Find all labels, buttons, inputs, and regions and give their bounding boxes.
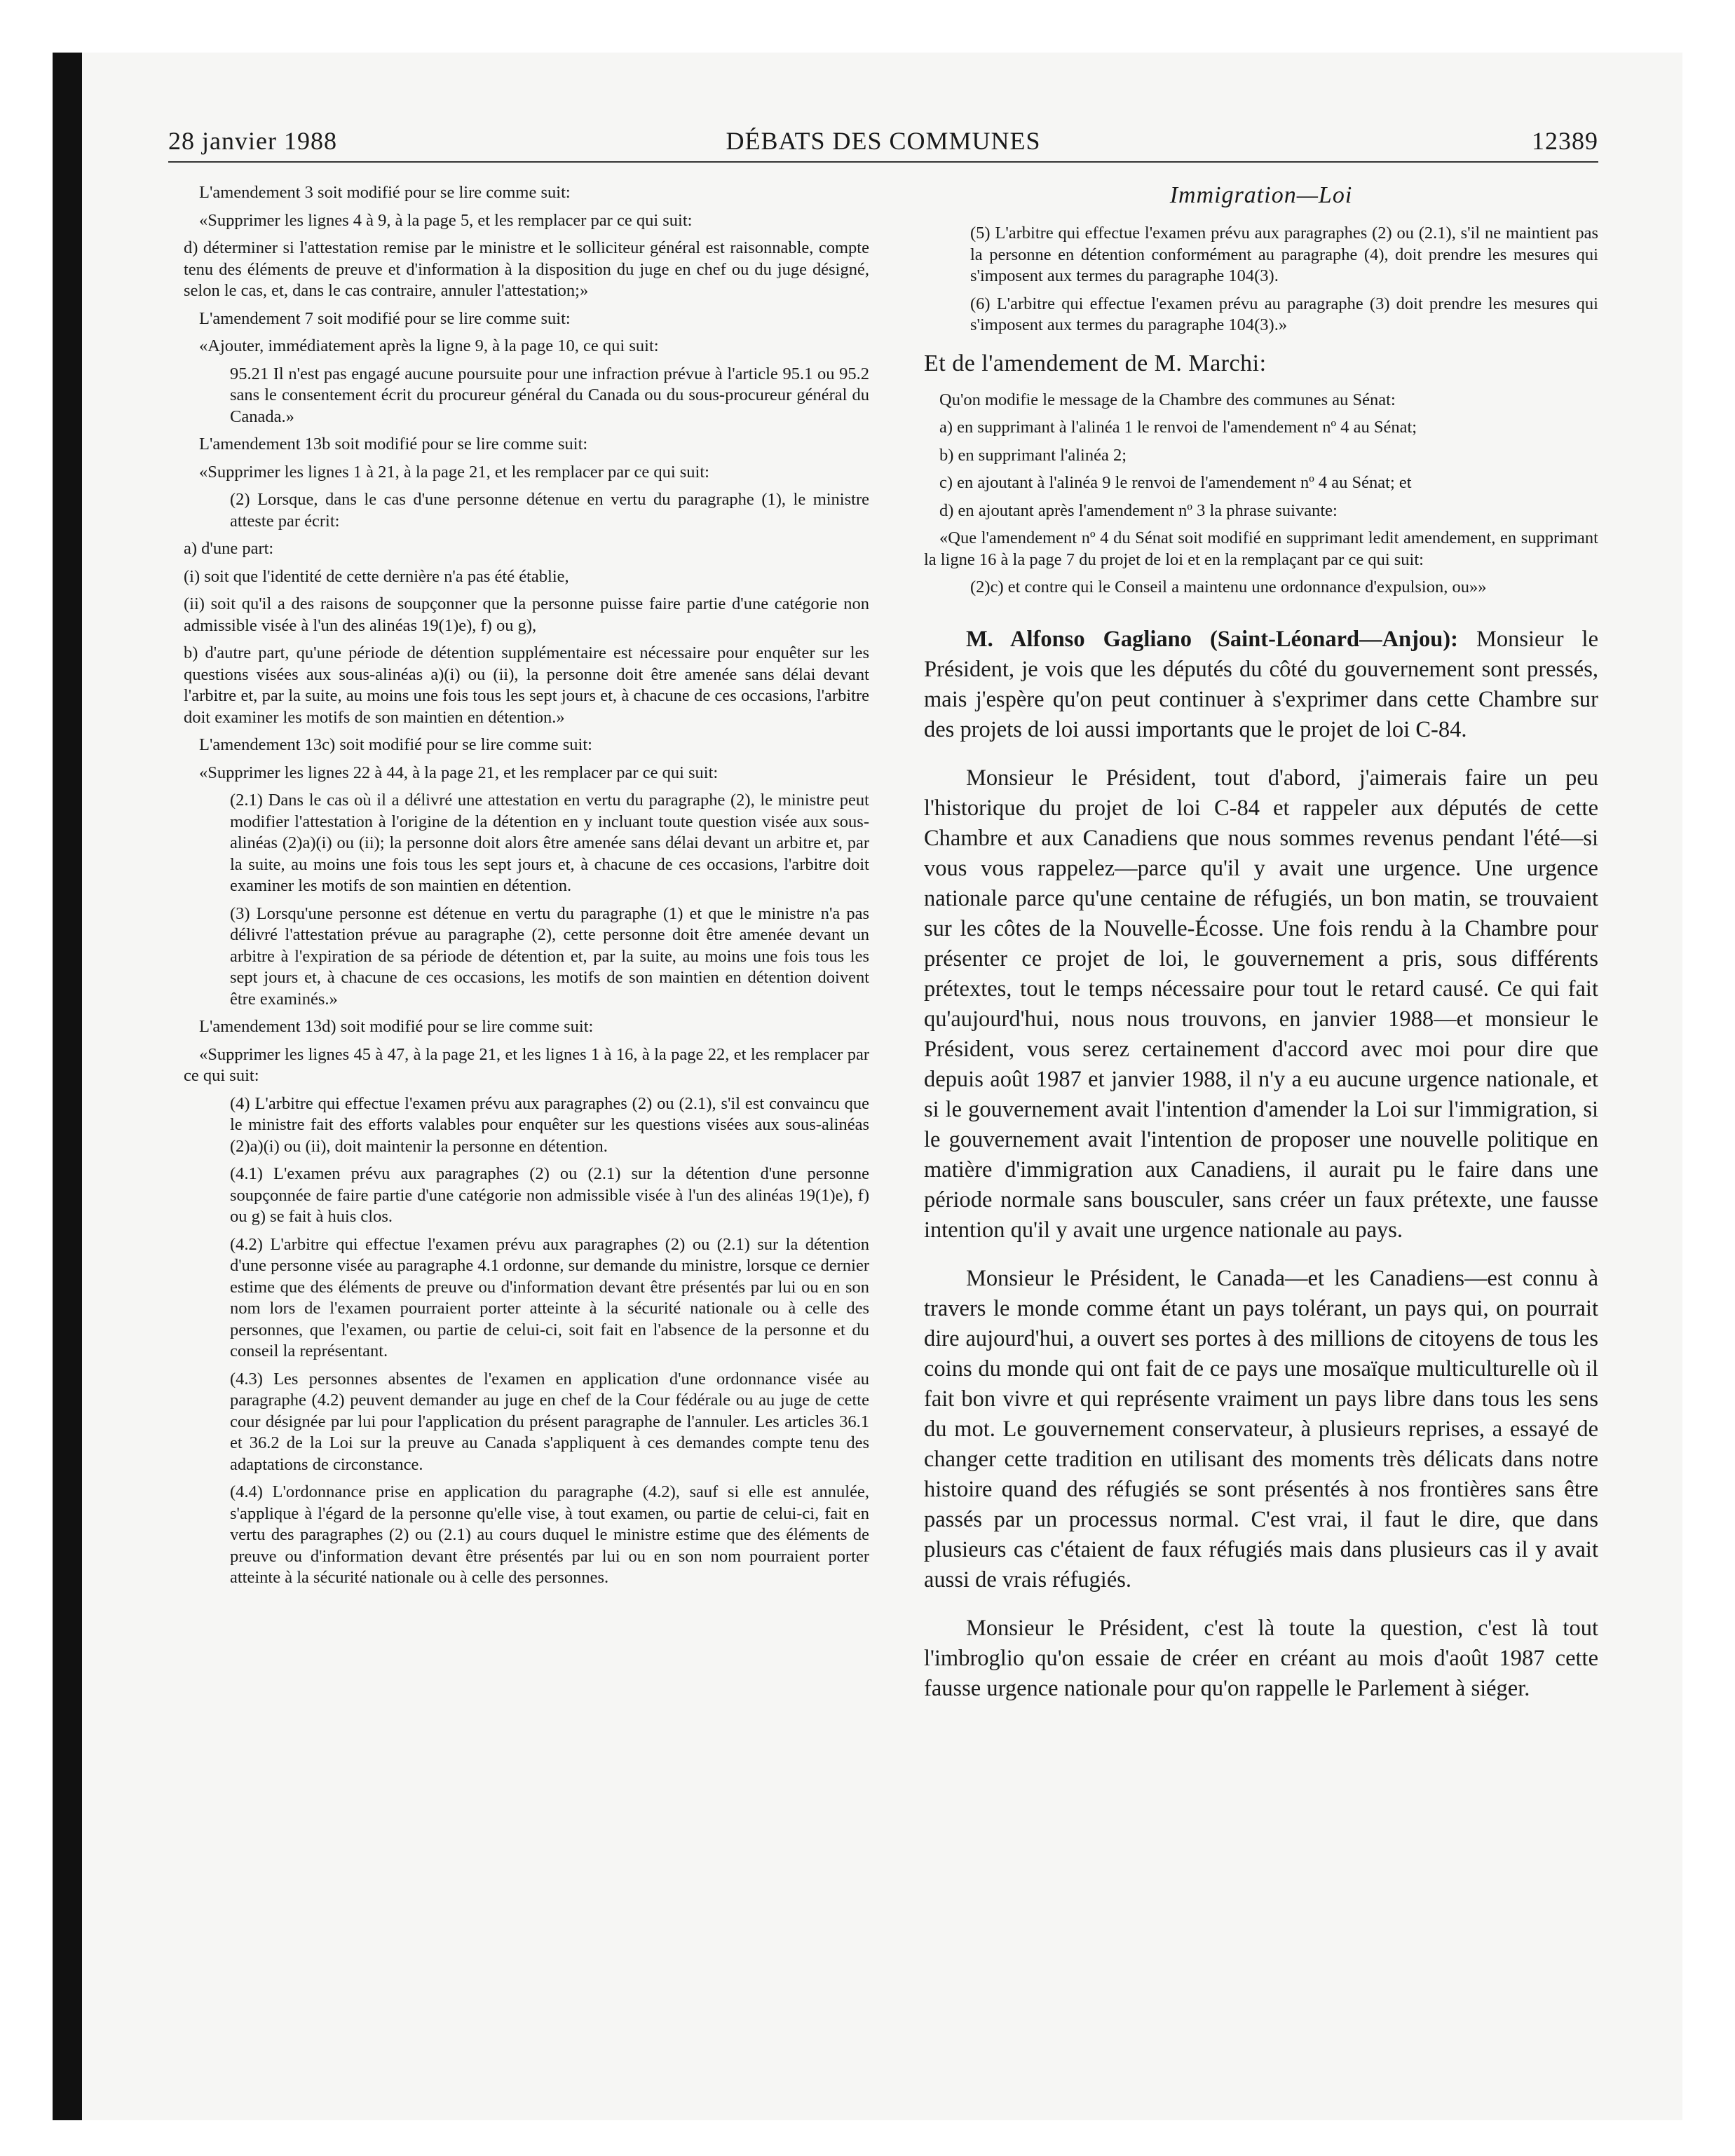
quoted-paragraph: (6) L'arbitre qui effectue l'examen prévu au paragraphe (3) doit prendre les mesures qui s'imposent aux termes du paragraphe 104(3).»	[970, 294, 1598, 334]
amendment-paragraph: L'amendement 3 soit modifié pour se lire comme suit:	[199, 183, 571, 202]
scan-margin	[0, 0, 53, 2156]
left-column	[184, 182, 869, 1595]
amendment-paragraph: (2.1) Dans le cas où il a délivré une attestation en vertu du paragraphe (2), le ministre peut modifier l'attestation à l'origine de la détention en y incluant toute question visée aux sous-alinéas (2)a)(i) ou (ii); la personne doit alors être amenée sans délai devant un arbitre et, par la suite, au moins une fois tous les sept jours et, à chacune de ces occasions, l'arbitre doit examiner les motifs de son maintien en détention.	[230, 791, 869, 895]
amendment-paragraph: «Supprimer les lignes 4 à 9, à la page 5, et les remplacer par ce qui suit:	[199, 210, 693, 230]
speech-paragraph: Monsieur le Président, c'est là toute la question, c'est là tout l'imbroglio qu'on essaie de créer en créant au mois d'août 1987 cette fausse urgence nationale pour qu'on rappelle le Parlement à siéger.	[924, 1615, 1598, 1701]
marchi-item: Qu'on modifie le message de la Chambre des communes au Sénat:	[939, 390, 1396, 409]
marchi-item: b) en supprimant l'alinéa 2;	[939, 445, 1127, 465]
header-title: DÉBATS DES COMMUNES	[726, 127, 1041, 155]
scan-edge-bar	[53, 53, 82, 2120]
amendment-paragraph: 95.21 Il n'est pas engagé aucune poursuite pour une infraction prévue à l'article 95.1 ou 95.2 sans le consentement écrit du procureur général du Canada ou du sous-procureur général du Canada.»	[230, 364, 869, 426]
right-column	[924, 182, 1598, 1710]
marchi-item: (2)c) et contre qui le Conseil a maintenu une ordonnance d'expulsion, ou»»	[970, 578, 1487, 596]
amendment-paragraph: (3) Lorsqu'une personne est détenue en vertu du paragraphe (1) et que le ministre n'a pas délivré l'attestation prévue au paragraphe (2), cette personne doit être amenée devant un arbitre à l'expiration de sa période de détention et, par la suite, au moins une fois tous les sept jours et, à chacune de ces occasions, les motifs de son maintien en détention doivent être examinés.»	[230, 903, 869, 1009]
amendment-paragraph: L'amendement 13c) soit modifié pour se lire comme suit:	[199, 735, 592, 754]
amendment-paragraph: «Supprimer les lignes 1 à 21, à la page 21, et les remplacer par ce qui suit:	[199, 462, 709, 482]
header-date: 28 janvier 1988	[168, 127, 337, 155]
amendment-paragraph: d) déterminer si l'attestation remise par le ministre et le solliciteur général est raisonnable, compte tenu des éléments de preuve et d'information à la disposition du juge en chef ou du juge désigné, selon le cas, et, dans le cas contraire, annuler l'attestation;»	[184, 238, 869, 300]
amendment-paragraph: (4) L'arbitre qui effectue l'examen prévu aux paragraphes (2) ou (2.1), s'il est convaincu que le ministre fait des efforts valables pour enquêter sur les questions visées aux sous-alinéas (2)a)(i) ou (ii), doit maintenir la personne en détention.	[230, 1093, 869, 1156]
amendment-paragraph: L'amendement 13b soit modifié pour se lire comme suit:	[199, 435, 588, 453]
amendment-paragraph: (i) soit que l'identité de cette dernière n'a pas été établie,	[184, 566, 569, 586]
speech-text: Monsieur le Président, je vois que les députés du côté du gouvernement sont pressés, mais j'espère qu'on peut continuer à s'exprimer dans cette Chambre sur des projets de loi aussi importants que le projet de loi C-84.	[924, 626, 1598, 742]
header-page-number: 12389	[1532, 127, 1598, 155]
amendment-paragraph: (4.4) L'ordonnance prise en application du paragraphe (4.2), sauf si elle est annulée, s'applique à l'égard de la personne qu'elle vise, à tout examen, ou partie de celui-ci, fait en vertu des paragraphes (2) ou (2.1) au cours duquel le ministre estime que des éléments de preuve ou d'information devant être présentés par lui ou en son nom pourraient porter atteinte à la sécurité nationale ou à celle des personnes.	[230, 1482, 869, 1587]
marchi-item: «Que l'amendement nº 4 du Sénat soit modifié en supprimant ledit amendement, en supprimant la ligne 16 à la page 7 du projet de loi et en la remplaçant par ce qui suit:	[924, 528, 1598, 569]
quoted-paragraph: (5) L'arbitre qui effectue l'examen prévu aux paragraphes (2) ou (2.1), s'il ne maintient pas la personne en détention conformément au paragraphe (4), doit prendre les mesures qui s'imposent aux termes du paragraphe 104(3).	[970, 224, 1598, 285]
marchi-heading: Et de l'amendement de M. Marchi:	[924, 350, 1267, 376]
amendment-paragraph: «Ajouter, immédiatement après la ligne 9, à la page 10, ce qui suit:	[199, 336, 659, 355]
spacer	[924, 605, 1598, 618]
marchi-item: a) en supprimant à l'alinéa 1 le renvoi de l'amendement nº 4 au Sénat;	[939, 418, 1417, 437]
header-rule	[168, 161, 1598, 163]
speaker-name: M. Alfonso Gagliano (Saint-Léonard—Anjou):	[966, 626, 1458, 652]
amendment-paragraph: «Supprimer les lignes 45 à 47, à la page 21, et les lignes 1 à 16, à la page 22, et les remplacer par ce qui suit:	[184, 1044, 869, 1085]
amendment-paragraph: (2) Lorsque, dans le cas d'une personne détenue en vertu du paragraphe (1), le ministre atteste par écrit:	[230, 490, 869, 531]
amendment-paragraph: «Supprimer les lignes 22 à 44, à la page 21, et les remplacer par ce qui suit:	[199, 763, 719, 782]
amendment-paragraph: (4.1) L'examen prévu aux paragraphes (2) ou (2.1) sur la détention d'une personne soupçonnée de faire partie d'une catégorie non admissible visée à l'un des alinéas 19(1)e), f) ou g) se fait à huis clos.	[230, 1164, 869, 1226]
amendment-paragraph: (ii) soit qu'il a des raisons de soupçonner que la personne puisse faire partie d'une catégorie non admissible visée à l'un des alinéas 19(1)e), f) ou g),	[184, 594, 869, 635]
speech-paragraph: Monsieur le Président, tout d'abord, j'aimerais faire un peu l'historique du projet de loi C-84 et rappeler aux députés de cette Chambre et aux Canadiens que nous sommes revenus pendant l'été—si vous vous rappelez—parce qu'il y avait une urgence. Une urgence nationale parce qu'une centaine de réfugiés, un bon matin, se trouvaient sur les côtes de la Nouvelle-Écosse. Une fois rendu à la Chambre pour présenter ce projet de loi, le gouvernement a pris, sous différents prétextes, tout le temps nécessaire pour tout le retard causé. Ce qui fait qu'aujourd'hui, nous nous trouvons, en janvier 1988—et monsieur le Président, vous serez certainement d'accord avec moi pour dire que depuis août 1987 et janvier 1988, il n'y a eu aucune urgence nationale, et si le gouvernement avait l'intention d'amender la Loi sur l'immigration, si le gouvernement avait l'intention de proposer une nouvelle politique en matière d'immigration aux Canadiens, il aurait pu le faire dans une période normale sans bousculer, sans créer un faux prétexte, une fausse intention qu'il y avait une urgence nationale au pays.	[924, 765, 1598, 1243]
amendment-paragraph: a) d'une part:	[184, 539, 274, 558]
amendment-paragraph: (4.2) L'arbitre qui effectue l'examen prévu aux paragraphes (2) ou (2.1) sur la détention d'une personne visée au paragraphe 4.1 ordonne, sur demande du ministre, lorsque ce dernier estime que des éléments de preuve ou d'information devant être présentés par lui ou en son nom lors de l'examen pourraient porter atteinte à la sécurité nationale ou à celle des personnes, que l'examen, ou partie de celui-ci, soit fait en l'absence de la personne et du conseil la représentant.	[230, 1234, 869, 1360]
marchi-item: c) en ajoutant à l'alinéa 9 le renvoi de l'amendement nº 4 au Sénat; et	[939, 473, 1412, 492]
running-title: Immigration—Loi	[1169, 182, 1353, 208]
marchi-item: d) en ajoutant après l'amendement nº 3 la phrase suivante:	[939, 500, 1338, 520]
amendment-paragraph: L'amendement 7 soit modifié pour se lire comme suit:	[199, 308, 571, 328]
speech-paragraph	[924, 625, 1598, 745]
amendment-paragraph: L'amendement 13d) soit modifié pour se lire comme suit:	[199, 1017, 594, 1036]
speech-paragraph: Monsieur le Président, le Canada—et les Canadiens—est connu à travers le monde comme étant un pays tolérant, un pays qui, on pourrait dire aujourd'hui, a ouvert ses portes à des millions de citoyens de tous les coins du monde qui ont fait de ce pays une mosaïque multiculturelle où il fait bon vivre et qui représente vraiment un pays libre dans tous les sens du mot. Le gouvernement conservateur, à plusieurs reprises, a essayé de changer cette tradition en utilisant des moments très délicats dans notre histoire quand des réfugiés se sont présentés à nos frontières sans être passés par un processus normal. C'est vrai, il faut le dire, que dans plusieurs cas c'étaient de faux réfugiés mais dans plusieurs cas il y avait aussi de vrais réfugiés.	[924, 1265, 1598, 1592]
amendment-paragraph: b) d'autre part, qu'une période de détention supplémentaire est nécessaire pour enquêter sur les questions visées aux sous-alinéas a)(i) ou (ii), la personne doit être amenée sans délai devant l'arbitre et, par la suite, au moins une fois tous les sept jours et, à chacune de ces occasions, l'arbitre doit examiner les motifs de son maintien en détention.»	[184, 643, 869, 727]
amendment-paragraph: (4.3) Les personnes absentes de l'examen en application d'une ordonnance visée au paragraphe (4.2) peuvent demander au juge en chef de la Cour fédérale ou au juge de cette cour désignée par lui pour l'application du présent paragraphe de l'annuler. Les articles 36.1 et 36.2 de la Loi sur la preuve au Canada s'appliquent à ces demandes compte tenu des adaptations de circonstance.	[230, 1369, 869, 1474]
page-header	[168, 126, 1598, 160]
